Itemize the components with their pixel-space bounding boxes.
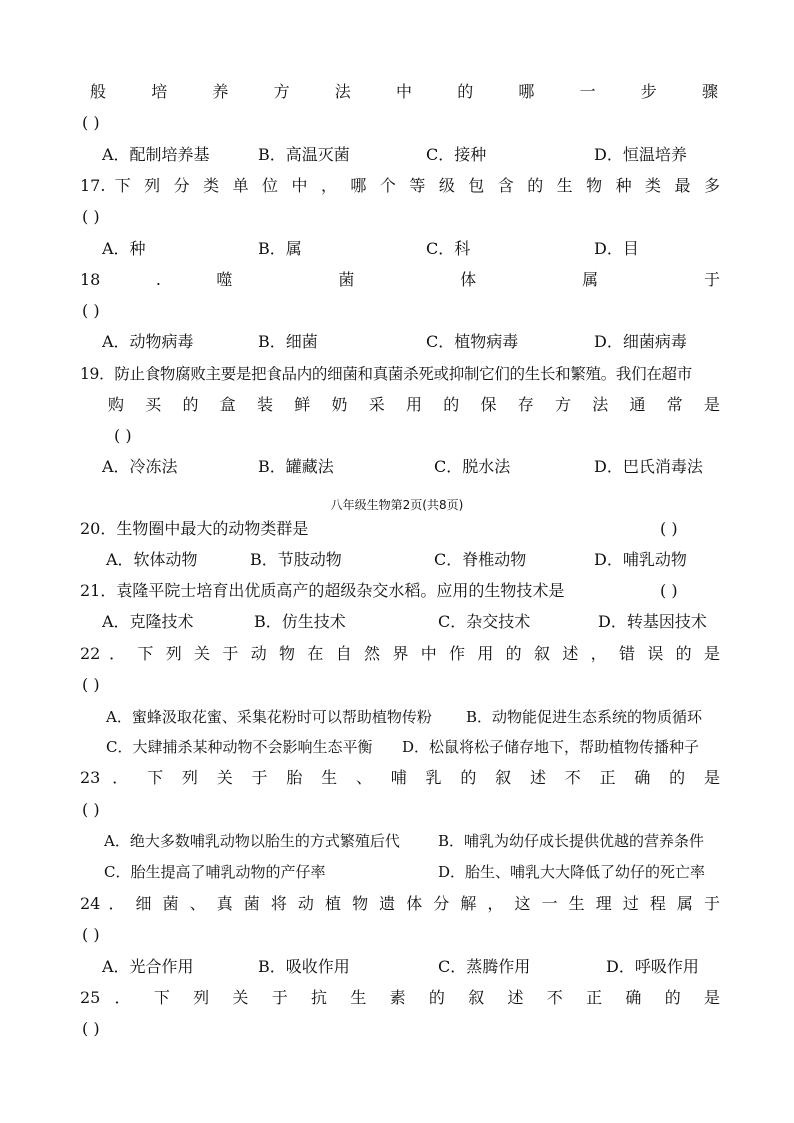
page-footer: 八年级生物第2页(共8页) — [330, 498, 464, 512]
q16-stem: 般 培 养 方 法 中 的 哪 一 步 骤 — [90, 82, 718, 101]
q17-option-c: C．科 — [426, 239, 471, 258]
q25-answer-paren: ( ) — [82, 1019, 100, 1038]
q23-answer-paren: ( ) — [82, 800, 100, 819]
q23-option-b: B．哺乳为幼仔成长提供优越的营养条件 — [438, 832, 705, 850]
q20-option-b: B．节肢动物 — [250, 550, 342, 569]
q19-option-a: A．冷冻法 — [102, 457, 178, 476]
q18-option-a: A．动物病毒 — [102, 332, 194, 351]
q22-option-d: D．松鼠将松子储存地下，帮助植物传播种子 — [402, 738, 700, 756]
q17-answer-paren: ( ) — [82, 207, 100, 226]
q23-option-a: A．绝大多数哺乳动物以胎生的方式繁殖后代 — [104, 832, 400, 850]
q18-stem: 18 . 噬 菌 体 属 于 — [80, 270, 720, 289]
q19-option-c: C．脱水法 — [434, 457, 511, 476]
q16-answer-paren: ( ) — [82, 113, 100, 132]
q20-stem: 20．生物圈中最大的动物类群是 — [80, 519, 309, 538]
q21-option-b: B．仿生技术 — [254, 612, 346, 631]
q23-stem: 23 ． 下 列 关 于 胎 生 、 哺 乳 的 叙 述 不 正 确 的 是 — [80, 768, 720, 787]
q25-stem: 25 ． 下 列 关 于 抗 生 素 的 叙 述 不 正 确 的 是 — [80, 988, 720, 1007]
q24-option-b: B．吸收作用 — [258, 957, 350, 976]
q17-option-b: B．属 — [258, 239, 302, 258]
q23-option-d: D．胎生、哺乳大大降低了幼仔的死亡率 — [438, 863, 706, 881]
q22-answer-paren: ( ) — [82, 675, 100, 694]
q17-option-d: D．目 — [594, 239, 639, 258]
q17-option-a: A．种 — [102, 239, 146, 258]
q21-option-c: C．杂交技术 — [438, 612, 531, 631]
q22-option-a: A．蜜蜂汲取花蜜、采集花粉时可以帮助植物传粉 — [106, 708, 432, 726]
q16-option-c: C．接种 — [426, 145, 487, 164]
q24-answer-paren: ( ) — [82, 925, 100, 944]
q19-stem-line1: 19．防止食物腐败主要是把食品内的细菌和真菌杀死或抑制它们的生长和繁殖。我们在超市 — [80, 365, 692, 383]
q23-option-c: C．胎生提高了哺乳动物的产仔率 — [104, 863, 326, 881]
q16-option-d: D．恒温培养 — [594, 145, 687, 164]
q19-answer-paren: ( ) — [114, 426, 132, 445]
q16-option-a: A．配制培养基 — [102, 145, 210, 164]
q24-stem: 24 ． 细 菌 、 真 菌 将 动 植 物 遗 体 分 解 ， 这 一 生 理 过 程 属 于 — [80, 894, 720, 913]
q20-option-c: C．脊椎动物 — [434, 550, 527, 569]
q21-option-a: A．克隆技术 — [102, 612, 194, 631]
q19-option-d: D．巴氏消毒法 — [594, 457, 703, 476]
q19-stem-line2: 购 买 的 盒 装 鲜 奶 采 用 的 保 存 方 法 通 常 是 — [108, 395, 720, 414]
q17-stem: 17. 下 列 分 类 单 位 中 ， 哪 个 等 级 包 含 的 生 物 种 类 最 多 — [80, 176, 720, 195]
q21-stem: 21．袁隆平院士培育出优质高产的超级杂交水稻。应用的生物技术是 — [80, 581, 565, 600]
q24-option-d: D．呼吸作用 — [606, 957, 699, 976]
q20-option-a: A．软体动物 — [106, 550, 198, 569]
q22-option-c: C．大肆捕杀某种动物不会影响生态平衡 — [106, 738, 373, 756]
q18-option-d: D．细菌病毒 — [594, 332, 687, 351]
q22-stem: 22 ． 下 列 关 于 动 物 在 自 然 界 中 作 用 的 叙 述 ， 错 误 的 是 — [80, 644, 720, 663]
q21-answer-paren: ( ) — [660, 581, 678, 600]
q20-answer-paren: ( ) — [660, 519, 678, 538]
q24-option-a: A．光合作用 — [102, 957, 194, 976]
q21-option-d: D．转基因技术 — [598, 612, 707, 631]
q18-answer-paren: ( ) — [82, 301, 100, 320]
q16-option-b: B．高温灭菌 — [258, 145, 350, 164]
q18-option-c: C．植物病毒 — [426, 332, 519, 351]
q22-option-b: B．动物能促进生态系统的物质循环 — [466, 708, 703, 726]
q18-option-b: B．细菌 — [258, 332, 318, 351]
q20-option-d: D．哺乳动物 — [594, 550, 687, 569]
q19-option-b: B．罐藏法 — [258, 457, 334, 476]
q24-option-c: C．蒸腾作用 — [438, 957, 531, 976]
